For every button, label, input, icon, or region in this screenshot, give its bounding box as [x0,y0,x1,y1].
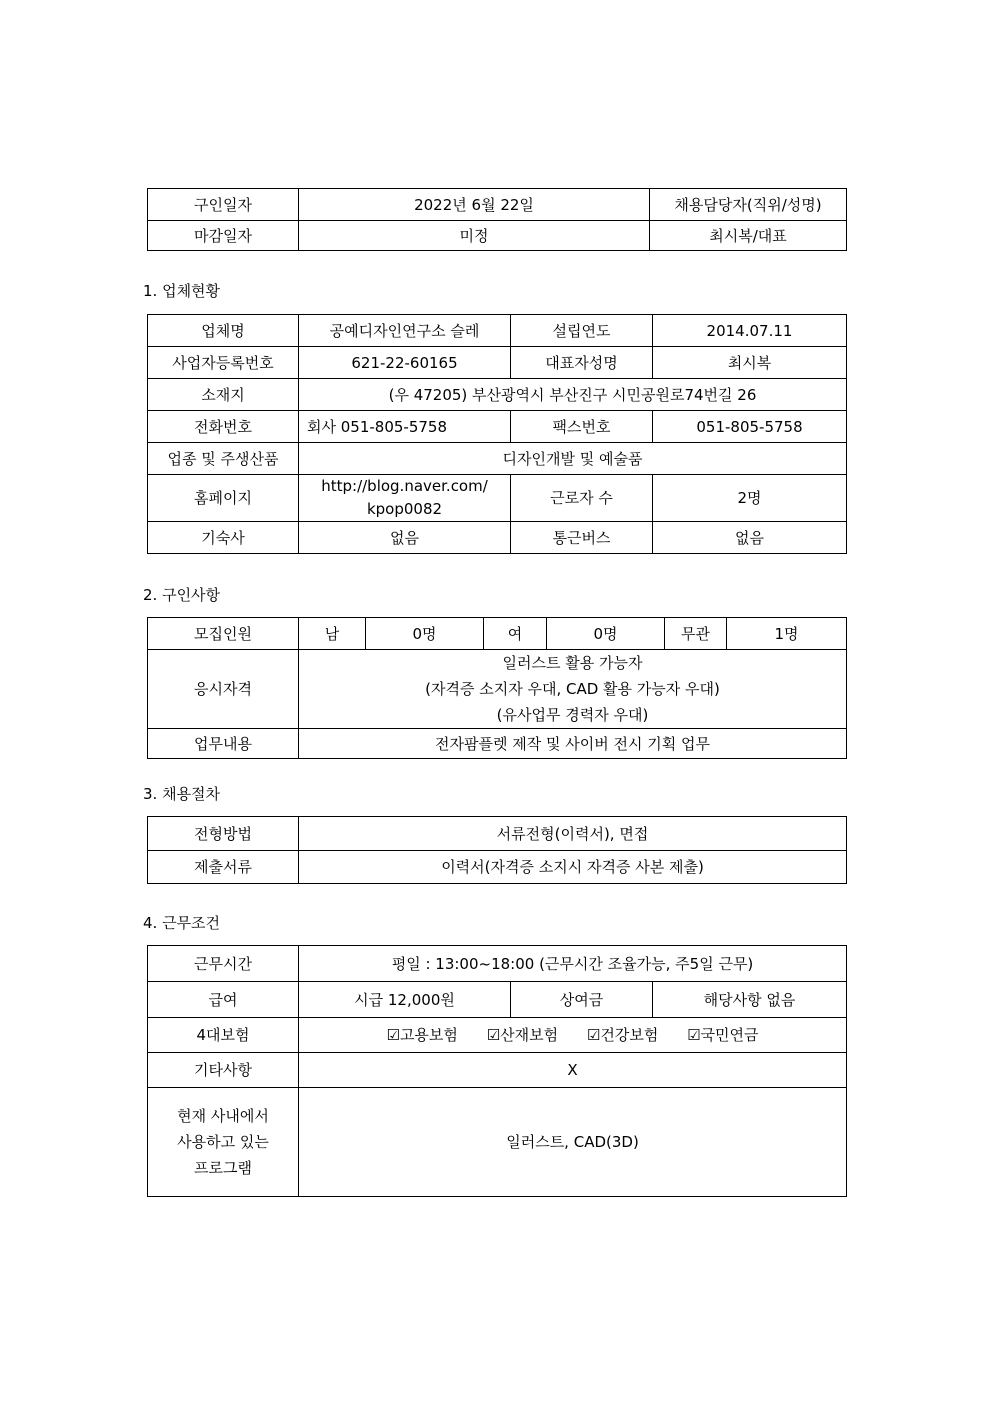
program-label-line3: 프로그램 [194,1159,252,1177]
address-label: 소재지 [148,379,299,411]
company-name-label: 업체명 [148,315,299,347]
docs-label: 제출서류 [148,851,299,884]
female-label: 여 [484,618,547,650]
dorm-label: 기숙사 [148,522,299,554]
section3-heading: 3. 채용절차 [143,785,221,803]
fax-label: 팩스번호 [511,411,653,443]
phone-value: 회사 051-805-5758 [299,411,511,443]
qualification-label: 응시자격 [148,650,299,729]
program-value: 일러스트, CAD(3D) [299,1088,847,1197]
workers-label: 근로자 수 [511,475,653,522]
phone-label: 전화번호 [148,411,299,443]
program-label-line2: 사용하고 있는 [177,1133,269,1151]
date-label: 구인일자 [148,189,299,221]
founded-value: 2014.07.11 [653,315,847,347]
ceo-value: 최시복 [653,347,847,379]
duty-value: 전자팜플렛 제작 및 사이버 전시 기획 업무 [299,729,847,759]
female-count: 0명 [547,618,665,650]
manager-value: 최시복/대표 [650,221,847,251]
regno-label: 사업자등록번호 [148,347,299,379]
etc-label: 기타사항 [148,1053,299,1088]
qualification-line2: (자격증 소지자 우대, CAD 활용 가능자 우대) [425,680,720,698]
pay-value: 시급 12,000원 [299,982,511,1018]
any-count: 1명 [727,618,847,650]
bonus-value: 해당사항 없음 [653,982,847,1018]
program-label [148,1088,299,1197]
male-count: 0명 [366,618,484,650]
homepage-line2: kpop0082 [366,500,443,518]
insurance-health-checkbox[interactable]: ☑건강보험 [586,1026,659,1044]
insurance-label: 4대보험 [148,1018,299,1053]
section2-heading: 2. 구인사항 [143,586,221,604]
docs-value: 이력서(자격증 소지시 자격증 사본 제출) [299,851,847,884]
insurance-employment-checkbox[interactable]: ☑고용보험 [386,1026,458,1044]
hours-value: 평일 : 13:00~18:00 (근무시간 조율가능, 주5일 근무) [299,946,847,982]
conditions-table [147,945,847,1197]
section1-heading: 1. 업체현황 [143,282,221,300]
qualification-value [299,650,847,729]
regno-value: 621-22-60165 [299,347,511,379]
deadline-label: 마감일자 [148,221,299,251]
insurance-value [299,1018,847,1053]
method-value: 서류전형(이력서), 면접 [299,817,847,851]
method-label: 전형방법 [148,817,299,851]
workers-value: 2명 [653,475,847,522]
program-label-line1: 현재 사내에서 [177,1107,269,1125]
bus-value: 없음 [653,522,847,554]
company-table [147,314,847,554]
address-value: (우 47205) 부산광역시 부산진구 시민공원로74번길 26 [299,379,847,411]
bonus-label: 상여금 [511,982,653,1018]
section4-heading: 4. 근무조건 [143,914,221,932]
date-value: 2022년 6월 22일 [299,189,650,221]
deadline-value: 미정 [299,221,650,251]
fax-value: 051-805-5758 [653,411,847,443]
recruit-label: 모집인원 [148,618,299,650]
dorm-value: 없음 [299,522,511,554]
duty-label: 업무내용 [148,729,299,759]
summary-table [147,188,847,251]
insurance-accident-checkbox[interactable]: ☑산재보험 [486,1026,559,1044]
etc-value: X [299,1053,847,1088]
homepage-value[interactable] [299,475,511,522]
pay-label: 급여 [148,982,299,1018]
process-table [147,816,847,884]
industry-value: 디자인개발 및 예술품 [299,443,847,475]
qualification-line3: (유사업무 경력자 우대) [496,706,649,724]
company-name: 공예디자인연구소 슬레 [299,315,511,347]
insurance-pension-checkbox[interactable]: ☑국민연금 [687,1026,759,1044]
qualification-line1: 일러스트 활용 가능자 [502,654,643,672]
any-label: 무관 [665,618,727,650]
homepage-line1: http://blog.naver.com/ [321,477,488,495]
recruit-table [147,617,847,759]
industry-label: 업종 및 주생산품 [148,443,299,475]
bus-label: 통근버스 [511,522,653,554]
male-label: 남 [299,618,366,650]
hours-label: 근무시간 [148,946,299,982]
homepage-label: 홈페이지 [148,475,299,522]
ceo-label: 대표자성명 [511,347,653,379]
founded-label: 설립연도 [511,315,653,347]
manager-label: 채용담당자(직위/성명) [650,189,847,221]
